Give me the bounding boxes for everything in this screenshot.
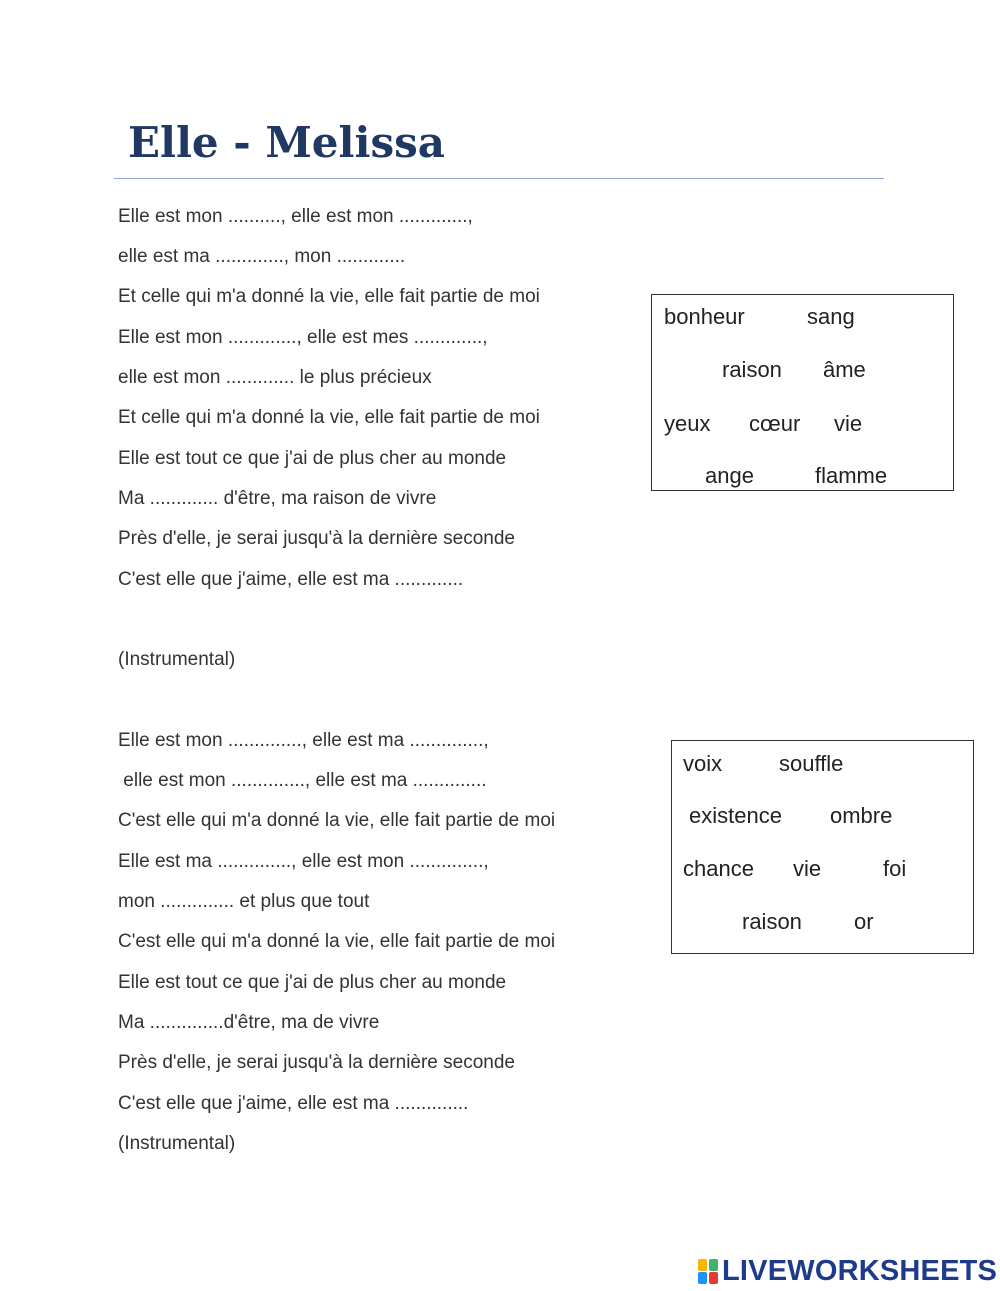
lyric-line: Elle est tout ce que j'ai de plus cher au monde: [118, 972, 507, 993]
word-bank-word: ange: [705, 463, 754, 488]
instrumental-label: (Instrumental): [118, 1133, 236, 1154]
lyric-line: elle est ma ............., mon .............: [118, 246, 406, 267]
lyric-line: Elle est tout ce que j'ai de plus cher au monde: [118, 448, 507, 469]
word-bank-word: yeux: [664, 411, 711, 436]
lyric-line: mon .............. et plus que tout: [118, 891, 370, 912]
title-divider: [114, 178, 884, 179]
liveworksheets-logo-icon: [698, 1257, 720, 1285]
lyric-line: Près d'elle, je serai jusqu'à la dernière seconde: [118, 1052, 515, 1073]
word-bank-word: raison: [742, 909, 802, 934]
word-bank-word: souffle: [779, 751, 844, 776]
word-bank-word: raison: [722, 357, 782, 382]
lyric-line: elle est mon .............., elle est ma ..............: [118, 770, 487, 791]
word-bank-word: cœur: [749, 411, 801, 436]
page-title: Elle - Melissa: [128, 118, 445, 167]
logo-square-2: [709, 1259, 718, 1271]
word-bank-word: vie: [793, 856, 822, 881]
lyric-line: Elle est mon ............., elle est mes .............,: [118, 327, 488, 348]
word-bank-2: [671, 740, 974, 954]
word-bank-word: voix: [683, 751, 723, 776]
lyric-line: Elle est ma .............., elle est mon ..............,: [118, 851, 489, 872]
lyric-line: Ma ............. d'être, ma raison de vivre: [118, 488, 437, 509]
lyric-line: elle est mon ............. le plus précieux: [118, 367, 432, 388]
word-bank-1: [651, 294, 954, 491]
word-bank-word: foi: [883, 856, 907, 881]
word-bank-word: ombre: [830, 803, 893, 828]
lyric-line: Elle est mon .........., elle est mon .............,: [118, 206, 473, 227]
lyric-line: Près d'elle, je serai jusqu'à la dernière seconde: [118, 528, 515, 549]
lyric-line: C'est elle qui m'a donné la vie, elle fait partie de moi: [118, 931, 556, 952]
lyric-line: C'est elle qui m'a donné la vie, elle fait partie de moi: [118, 810, 556, 831]
word-bank-word: chance: [683, 856, 754, 881]
lyric-line: Et celle qui m'a donné la vie, elle fait partie de moi: [118, 286, 540, 307]
lyric-line: C'est elle que j'aime, elle est ma .............: [118, 569, 464, 590]
instrumental-label: (Instrumental): [118, 649, 236, 670]
lyric-line: Elle est mon .............., elle est ma ..............,: [118, 730, 489, 751]
word-bank-word: flamme: [815, 463, 888, 488]
lyric-line: Ma ..............d'être, ma de vivre: [118, 1012, 380, 1033]
lyric-line: Et celle qui m'a donné la vie, elle fait partie de moi: [118, 407, 540, 428]
logo-square-4: [709, 1272, 718, 1284]
word-bank-word: sang: [807, 304, 855, 329]
logo-text: LIVEWORKSHEETS: [722, 1254, 998, 1287]
word-bank-word: âme: [823, 357, 866, 382]
lyric-line: C'est elle que j'aime, elle est ma ..............: [118, 1093, 469, 1114]
word-bank-word: bonheur: [664, 304, 745, 329]
word-bank-word: existence: [689, 803, 782, 828]
word-bank-word: vie: [834, 411, 863, 436]
liveworksheets-logo: [698, 1253, 997, 1289]
word-bank-word: or: [854, 909, 874, 934]
logo-square-3: [698, 1272, 707, 1284]
logo-square-1: [698, 1259, 707, 1271]
